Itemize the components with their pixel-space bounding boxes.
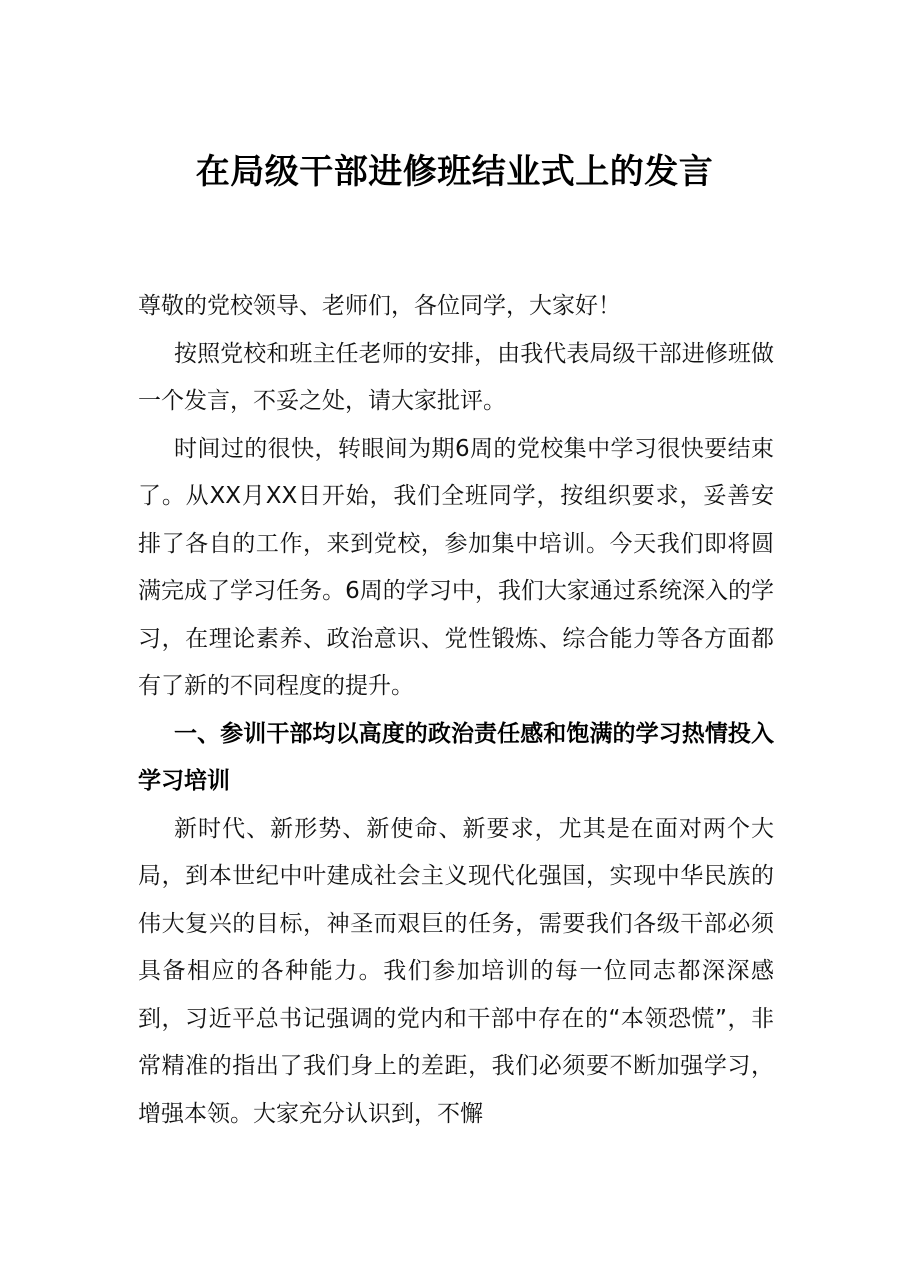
document-title: 在局级干部进修班结业式上的发言 [195, 152, 714, 192]
salutation: 尊敬的党校领导、老师们，各位同学，大家好！ [138, 293, 621, 319]
document-body [138, 283, 774, 1138]
section-paragraph: 新时代、新形势、新使命、新要求，尤其是在面对两个大局，到本世纪中叶建成社会主义现代化强国，实现中华民族的伟大复兴的目标，神圣而艰巨的任务，需要我们各级干部必须具备相应的各种能力。我们参加培训的每一位同志都深深感到，习近平总书记强调的党内和干部中存在的“本领恐慌”，非常精准的指出了我们身上的差距，我们必须要不断加强学习，增强本领。大家充分认识到，不懈 [138, 815, 774, 1127]
paragraph-summary: 时间过的很快，转眼间为期6周的党校集中学习很快要结束了。从XX月XX日开始，我们全班同学，按组织要求，妥善安排了各自的工作，来到党校，参加集中培训。今天我们即将圆满完成了学习任务。6周的学习中，我们大家通过系统深入的学习，在理论素养、政治意识、党性锻炼、综合能力等各方面都有了新的不同程度的提升。 [138, 435, 774, 699]
paragraph-intro: 按照党校和班主任老师的安排，由我代表局级干部进修班做一个发言，不妥之处，请大家批评。 [138, 340, 774, 414]
section-heading: 一、参训干部均以高度的政治责任感和饱满的学习热情投入学习培训 [138, 720, 774, 794]
